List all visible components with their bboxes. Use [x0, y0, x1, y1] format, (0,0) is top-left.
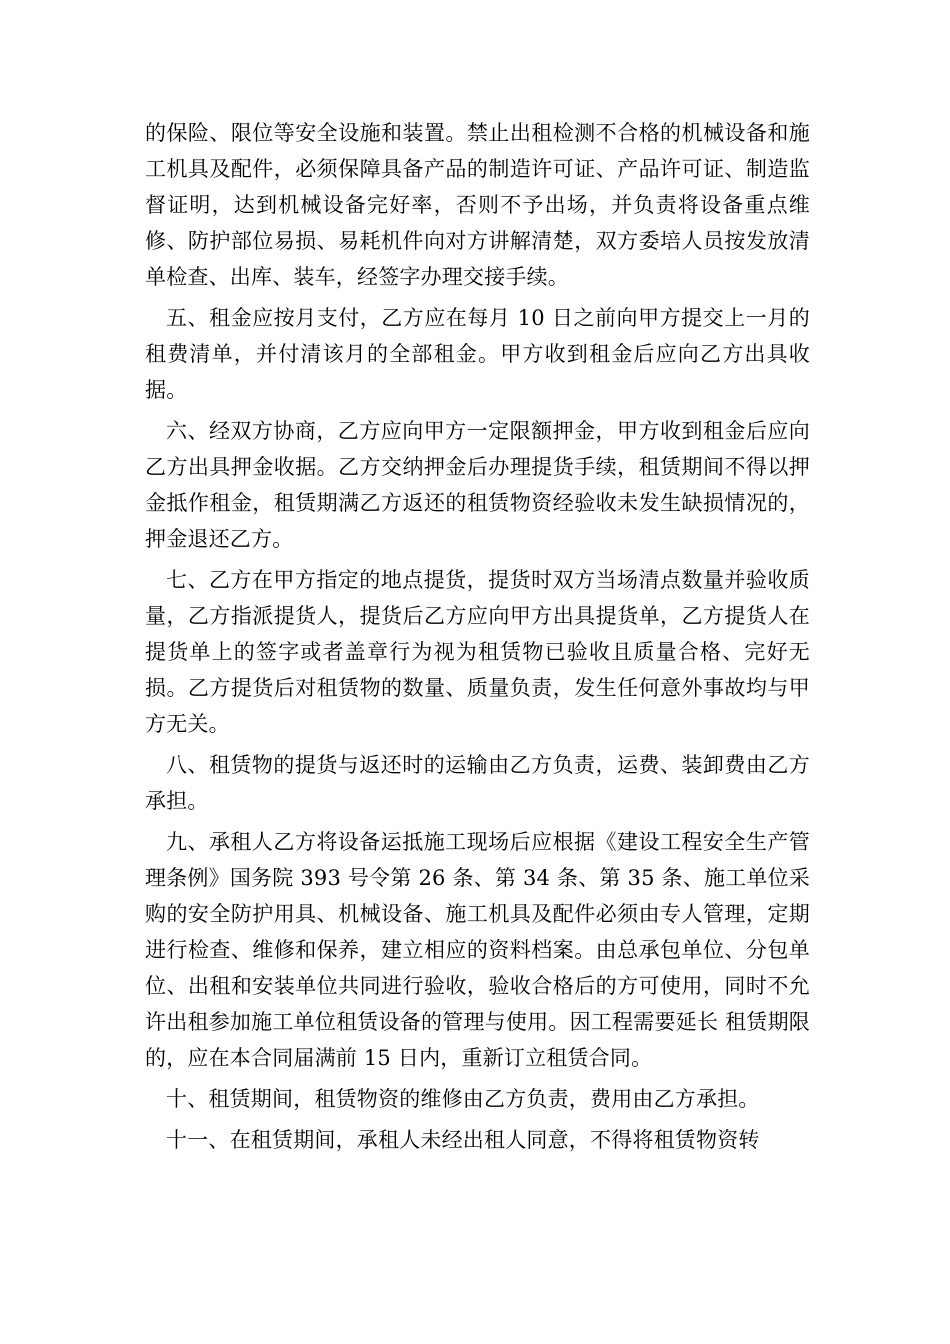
paragraph-clause-7: 七、乙方在甲方指定的地点提货，提货时双方当场清点数量并验收质量，乙方指派提货人，提货后乙方应向甲方出具提货单，乙方提货人在提货单上的签字或者盖章行为视为租赁物已验收且质量合格、完好无损。乙方提货后对租赁物的数量、质量负责，发生任何意外事故均与甲方无关。 [145, 568, 810, 736]
document-body [145, 115, 810, 1163]
paragraph-clause-11: 十一、在租赁期间，承租人未经出租人同意，不得将租赁物资转 [166, 1128, 760, 1152]
paragraph-clause-8: 八、租赁物的提货与返还时的运输由乙方负责，运费、装卸费由乙方承担。 [145, 753, 810, 813]
paragraph-clause-6: 六、经双方协商，乙方应向甲方一定限额押金，甲方收到租金后应向乙方出具押金收据。乙方交纳押金后办理提货手续，租赁期间不得以押金抵作租金，租赁期满乙方返还的租赁物资经验收未发生缺损情况的，押金退还乙方。 [145, 419, 810, 551]
paragraph-clause-9: 九、承租人乙方将设备运抵施工现场后应根据《建设工程安全生产管理条例》国务院 393 号令第 26 条、第 34 条、第 35 条、施工单位采购的安全防护用具、机械设备、施工机具及配件必须由专人管理，定期进行检查、维修和保养，建立相应的资料档案。由总承包单位、分包单位、出租和安装单位共同进行验收，验收合格后的方可使用，同时不允许出租参加施工单位租赁设备的管理与使用。因工程需要延长 租赁期限的，应在本合同届满前 15 日内，重新订立租赁合同。 [145, 830, 810, 1070]
paragraph-continuation: 的保险、限位等安全设施和装置。禁止出租检测不合格的机械设备和施工机具及配件，必须保障具备产品的制造许可证、产品许可证、制造监督证明，达到机械设备完好率，否则不予出场，并负责将设备重点维修、防护部位易损、易耗机件向对方讲解清楚，双方委培人员按发放清单检查、出库、装车，经签字办理交接手续。 [145, 121, 810, 289]
paragraph-clause-5: 五、租金应按月支付，乙方应在每月 10 日之前向甲方提交上一月的租费清单，并付清该月的全部租金。甲方收到租金后应向乙方出具收据。 [145, 306, 810, 402]
paragraph-clause-10: 十、租赁期间，租赁物资的维修由乙方负责，费用由乙方承担。 [166, 1087, 760, 1111]
